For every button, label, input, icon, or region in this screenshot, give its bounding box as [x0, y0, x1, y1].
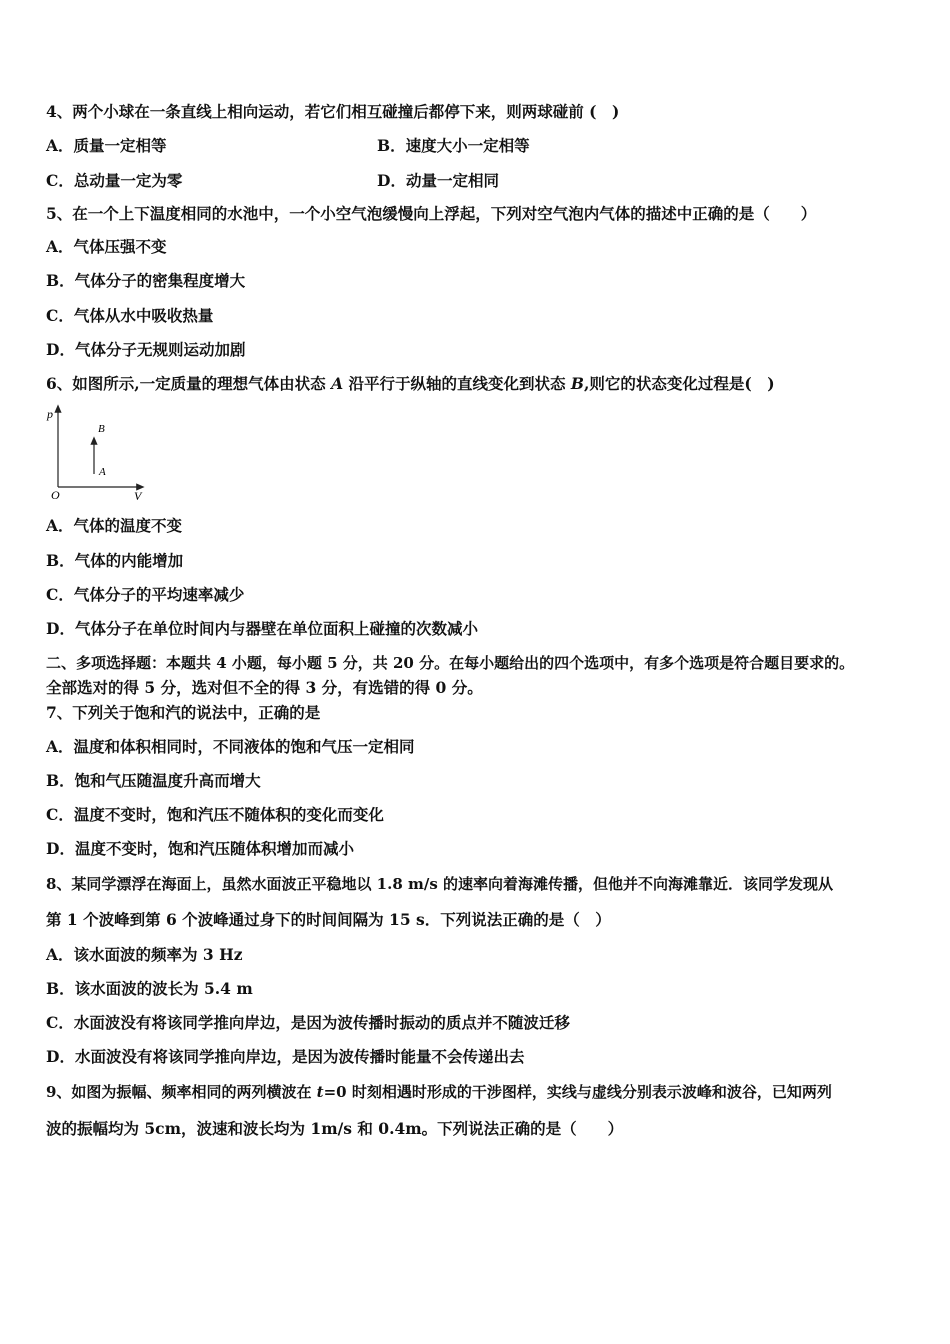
q8-option-a: A．该水面波的频率为 3 Hz	[46, 945, 243, 964]
q8-stem-line1: 8、某同学漂浮在海面上，虽然水面波正平稳地以 1.8 m/s 的速率向着海滩传播，但他并不向海滩靠近．该同学发现从	[46, 875, 833, 893]
q6-point-b-label: B	[98, 423, 105, 435]
q6-option-c: C．气体分子的平均速率减少	[46, 585, 245, 604]
q6-option-b: B．气体的内能增加	[46, 551, 184, 570]
q6-stem-part2: 沿平行于纵轴的直线变化到状态	[343, 374, 571, 393]
q5-option-b: B．气体分子的密集程度增大	[46, 271, 246, 290]
q6-stem	[46, 374, 775, 394]
q6-point-a-label: A	[99, 466, 106, 478]
q6-option-d: D．气体分子在单位时间内与器壁在单位面积上碰撞的次数减小	[46, 619, 478, 638]
q9-stem-line2: 波的振幅均为 5cm，波速和波长均为 1m/s 和 0.4m。下列说法正确的是（ ）	[46, 1119, 624, 1138]
q5-option-a: A．气体压强不变	[46, 237, 167, 256]
q6-p-label: p	[47, 407, 53, 421]
q8-stem-line2: 第 1 个波峰到第 6 个波峰通过身下的时间间隔为 15 s．下列说法正确的是（ ）	[46, 910, 611, 929]
q9-stem-line1	[46, 1082, 832, 1102]
q7-option-b: B．饱和气压随温度升高而增大	[46, 771, 261, 790]
q8-option-b: B．该水面波的波长为 5.4 m	[46, 979, 253, 998]
q6-pv-diagram	[46, 402, 156, 504]
q5-option-c: C．气体从水中吸收热量	[46, 306, 214, 325]
q9-stem-time-var: t	[316, 1083, 324, 1101]
q4-option-d: D．动量一定相同	[377, 171, 499, 190]
q6-origin-label: O	[51, 488, 60, 502]
q4-option-c: C．总动量一定为零	[46, 171, 183, 190]
section2-instructions-line1: 二、多项选择题：本题共 4 小题，每小题 5 分，共 20 分。在每小题给出的四个选项中，有多个选项是符合题目要求的。	[46, 654, 855, 672]
q8-option-c: C．水面波没有将该同学推向岸边，是因为波传播时振动的质点并不随波迁移	[46, 1013, 570, 1032]
q9-stem-part3: =0 时刻相遇时形成的干涉图样，实线与虚线分别表示波峰和波谷，已知两列	[323, 1083, 832, 1101]
q6-stem-state-b: B	[570, 374, 585, 393]
q9-stem-part1: 9、如图为振幅、频率相同的两列横波在	[46, 1083, 317, 1101]
q7-option-c: C．温度不变时，饱和汽压不随体积的变化而变化	[46, 805, 384, 824]
q6-v-label: V	[134, 489, 142, 503]
q7-stem: 7、下列关于饱和汽的说法中，正确的是	[46, 703, 321, 722]
q8-option-d: D．水面波没有将该同学推向岸边，是因为波传播时能量不会传递出去	[46, 1047, 525, 1066]
q7-option-a: A．温度和体积相同时，不同液体的饱和气压一定相同	[46, 737, 415, 756]
q5-stem: 5、在一个上下温度相同的水池中，一个小空气泡缓慢向上浮起，下列对空气泡内气体的描述中正确的是（ ）	[46, 204, 817, 223]
q6-option-a: A．气体的温度不变	[46, 516, 183, 535]
section2-instructions-line2: 全部选对的得 5 分，选对但不全的得 3 分，有选错的得 0 分。	[46, 678, 483, 697]
q4-option-b: B．速度大小一定相等	[377, 136, 530, 155]
q6-stem-state-a: A	[331, 374, 344, 393]
q6-stem-part3: ,则它的状态变化过程是( )	[584, 374, 775, 393]
q7-option-d: D．温度不变时，饱和汽压随体积增加而减小	[46, 839, 354, 858]
q4-option-a: A．质量一定相等	[46, 136, 167, 155]
q6-stem-part1: 6、如图所示,一定质量的理想气体由状态	[46, 374, 332, 393]
q4-stem: 4、两个小球在一条直线上相向运动，若它们相互碰撞后都停下来，则两球碰前 ( )	[46, 102, 620, 121]
q5-option-d: D．气体分子无规则运动加剧	[46, 340, 246, 359]
